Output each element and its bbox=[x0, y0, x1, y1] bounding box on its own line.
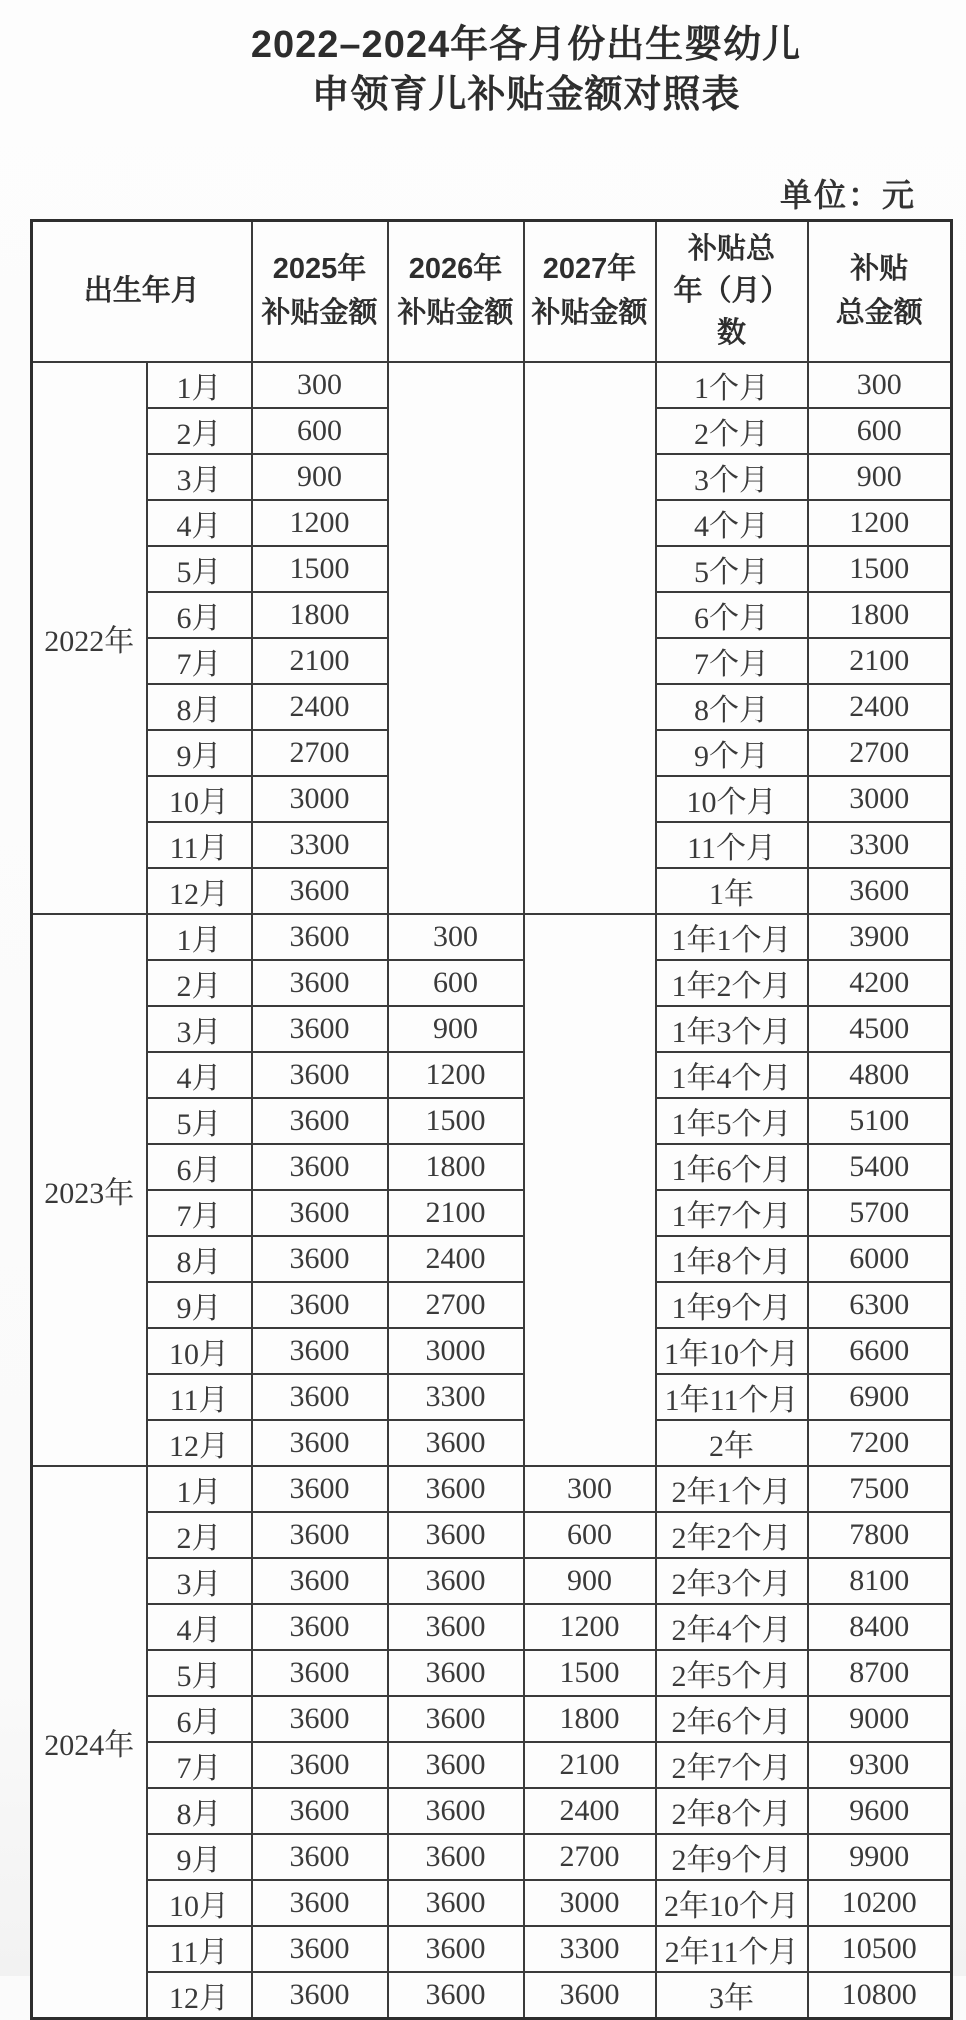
amount-2025-cell: 3600 bbox=[252, 1788, 388, 1834]
subsidy-duration-cell: 1年1个月 bbox=[656, 914, 808, 960]
birth-month-cell: 11月 bbox=[147, 1374, 252, 1420]
subsidy-duration-cell: 5个月 bbox=[656, 546, 808, 592]
amount-2025-cell: 3600 bbox=[252, 1374, 388, 1420]
birth-month-cell: 10月 bbox=[147, 776, 252, 822]
header-line: 2027年 bbox=[542, 253, 637, 286]
total-amount-cell: 7800 bbox=[808, 1512, 952, 1558]
table-row bbox=[32, 1742, 952, 1788]
amount-2027-cell: 300 bbox=[524, 1466, 656, 1512]
amount-2025-cell: 3600 bbox=[252, 1650, 388, 1696]
table-row bbox=[32, 1512, 952, 1558]
birth-year-cell: 2022年 bbox=[32, 362, 147, 914]
birth-month-cell: 2月 bbox=[147, 408, 252, 454]
header-line: 补贴金额 bbox=[261, 297, 378, 330]
total-amount-cell: 3300 bbox=[808, 822, 952, 868]
subsidy-duration-cell: 2年5个月 bbox=[656, 1650, 808, 1696]
subsidy-duration-cell: 1年9个月 bbox=[656, 1282, 808, 1328]
amount-2025-cell: 3600 bbox=[252, 1926, 388, 1972]
subsidy-duration-cell: 2年1个月 bbox=[656, 1466, 808, 1512]
total-amount-cell: 6600 bbox=[808, 1328, 952, 1374]
table-row bbox=[32, 1006, 952, 1052]
table-body bbox=[32, 362, 952, 2019]
total-amount-cell: 9900 bbox=[808, 1834, 952, 1880]
total-amount-cell: 10800 bbox=[808, 1972, 952, 2019]
subsidy-duration-cell: 1年10个月 bbox=[656, 1328, 808, 1374]
birth-month-cell: 7月 bbox=[147, 1190, 252, 1236]
amount-2025-cell: 3600 bbox=[252, 914, 388, 960]
table-row bbox=[32, 1420, 952, 1466]
amount-2026-cell: 3600 bbox=[388, 1788, 524, 1834]
subsidy-duration-cell: 2年6个月 bbox=[656, 1696, 808, 1742]
birth-month-cell: 6月 bbox=[147, 1144, 252, 1190]
amount-2026-cell: 3600 bbox=[388, 1512, 524, 1558]
amount-2027-cell: 1500 bbox=[524, 1650, 656, 1696]
subsidy-duration-cell: 1年3个月 bbox=[656, 1006, 808, 1052]
table-row bbox=[32, 1604, 952, 1650]
amount-2025-cell: 3600 bbox=[252, 1144, 388, 1190]
amount-2027-cell: 3000 bbox=[524, 1880, 656, 1926]
total-amount-cell: 2700 bbox=[808, 730, 952, 776]
header-line: 补贴总 bbox=[688, 233, 776, 266]
table-row bbox=[32, 960, 952, 1006]
table-row bbox=[32, 1834, 952, 1880]
amount-2025-cell: 300 bbox=[252, 362, 388, 408]
amount-2027-cell: 3600 bbox=[524, 1972, 656, 2019]
total-amount-cell: 10500 bbox=[808, 1926, 952, 1972]
birth-month-cell: 5月 bbox=[147, 546, 252, 592]
amount-2026-cell: 3600 bbox=[388, 1696, 524, 1742]
header-line: 补贴 bbox=[850, 253, 909, 286]
subsidy-duration-cell: 1年7个月 bbox=[656, 1190, 808, 1236]
birth-month-cell: 9月 bbox=[147, 1282, 252, 1328]
birth-month-cell: 3月 bbox=[147, 454, 252, 500]
amount-2026-cell: 1200 bbox=[388, 1052, 524, 1098]
amount-2025-cell: 3600 bbox=[252, 1052, 388, 1098]
header-line: 总金额 bbox=[835, 297, 923, 330]
birth-month-cell: 8月 bbox=[147, 1788, 252, 1834]
total-amount-cell: 6900 bbox=[808, 1374, 952, 1420]
amount-2026-cell: 1500 bbox=[388, 1098, 524, 1144]
birth-month-cell: 4月 bbox=[147, 1052, 252, 1098]
header-line: 补贴金额 bbox=[531, 297, 648, 330]
total-amount-cell: 3600 bbox=[808, 868, 952, 914]
amount-2027-cell: 2100 bbox=[524, 1742, 656, 1788]
amount-2027-cell: 1800 bbox=[524, 1696, 656, 1742]
table-row bbox=[32, 1972, 952, 2019]
subsidy-duration-cell: 2个月 bbox=[656, 408, 808, 454]
header-2026-subsidy bbox=[388, 221, 524, 362]
subsidy-duration-cell: 1年11个月 bbox=[656, 1374, 808, 1420]
total-amount-cell: 4800 bbox=[808, 1052, 952, 1098]
amount-2027-merged-empty-cell bbox=[524, 362, 656, 914]
table-header bbox=[32, 221, 952, 362]
birth-month-cell: 7月 bbox=[147, 638, 252, 684]
birth-year-cell: 2023年 bbox=[32, 914, 147, 1466]
birth-month-cell: 12月 bbox=[147, 1420, 252, 1466]
subsidy-duration-cell: 7个月 bbox=[656, 638, 808, 684]
amount-2025-cell: 3600 bbox=[252, 1282, 388, 1328]
unit-label: 单位：元 bbox=[779, 177, 916, 213]
amount-2025-cell: 3600 bbox=[252, 1558, 388, 1604]
amount-2027-cell: 3300 bbox=[524, 1926, 656, 1972]
total-amount-cell: 8400 bbox=[808, 1604, 952, 1650]
amount-2026-cell: 3600 bbox=[388, 1466, 524, 1512]
total-amount-cell: 9300 bbox=[808, 1742, 952, 1788]
header-line: 补贴金额 bbox=[397, 297, 514, 330]
birth-month-cell: 9月 bbox=[147, 1834, 252, 1880]
amount-2025-cell: 2400 bbox=[252, 684, 388, 730]
birth-month-cell: 1月 bbox=[147, 362, 252, 408]
table-row bbox=[32, 1098, 952, 1144]
table-row bbox=[32, 1466, 952, 1512]
amount-2025-cell: 2700 bbox=[252, 730, 388, 776]
birth-month-cell: 8月 bbox=[147, 684, 252, 730]
table-row bbox=[32, 1052, 952, 1098]
title-line-2: 申领育儿补贴金额对照表 bbox=[311, 74, 741, 116]
total-amount-cell: 8100 bbox=[808, 1558, 952, 1604]
subsidy-duration-cell: 3个月 bbox=[656, 454, 808, 500]
table-row bbox=[32, 362, 952, 408]
birth-month-cell: 5月 bbox=[147, 1650, 252, 1696]
table-row bbox=[32, 1236, 952, 1282]
amount-2025-cell: 3600 bbox=[252, 1742, 388, 1788]
total-amount-cell: 300 bbox=[808, 362, 952, 408]
birth-month-cell: 12月 bbox=[147, 868, 252, 914]
table-row bbox=[32, 1144, 952, 1190]
table-row bbox=[32, 1558, 952, 1604]
total-amount-cell: 2100 bbox=[808, 638, 952, 684]
total-amount-cell: 8700 bbox=[808, 1650, 952, 1696]
total-amount-cell: 9000 bbox=[808, 1696, 952, 1742]
subsidy-duration-cell: 2年10个月 bbox=[656, 1880, 808, 1926]
birth-month-cell: 6月 bbox=[147, 1696, 252, 1742]
amount-2026-cell: 3600 bbox=[388, 1880, 524, 1926]
table-row bbox=[32, 1650, 952, 1696]
birth-month-cell: 4月 bbox=[147, 1604, 252, 1650]
subsidy-duration-cell: 11个月 bbox=[656, 822, 808, 868]
total-amount-cell: 4500 bbox=[808, 1006, 952, 1052]
birth-month-cell: 9月 bbox=[147, 730, 252, 776]
amount-2025-cell: 3600 bbox=[252, 1834, 388, 1880]
amount-2025-cell: 3600 bbox=[252, 1604, 388, 1650]
subsidy-duration-cell: 3年 bbox=[656, 1972, 808, 2019]
amount-2025-cell: 3600 bbox=[252, 1972, 388, 2019]
header-total-duration bbox=[656, 221, 808, 362]
header-2027-subsidy bbox=[524, 221, 656, 362]
table-row bbox=[32, 1190, 952, 1236]
subsidy-duration-cell: 6个月 bbox=[656, 592, 808, 638]
amount-2025-cell: 3600 bbox=[252, 1466, 388, 1512]
header-total-amount bbox=[808, 221, 952, 362]
amount-2026-cell: 3600 bbox=[388, 1604, 524, 1650]
total-amount-cell: 9600 bbox=[808, 1788, 952, 1834]
header-2025-subsidy bbox=[252, 221, 388, 362]
amount-2025-cell: 3600 bbox=[252, 868, 388, 914]
amount-2025-cell: 3600 bbox=[252, 1420, 388, 1466]
amount-2026-cell: 3300 bbox=[388, 1374, 524, 1420]
birth-month-cell: 8月 bbox=[147, 1236, 252, 1282]
table-row bbox=[32, 1328, 952, 1374]
subsidy-duration-cell: 8个月 bbox=[656, 684, 808, 730]
subsidy-duration-cell: 1年2个月 bbox=[656, 960, 808, 1006]
amount-2025-cell: 2100 bbox=[252, 638, 388, 684]
total-amount-cell: 1500 bbox=[808, 546, 952, 592]
amount-2025-cell: 3600 bbox=[252, 1328, 388, 1374]
amount-2027-cell: 2700 bbox=[524, 1834, 656, 1880]
table-row bbox=[32, 1880, 952, 1926]
birth-month-cell: 3月 bbox=[147, 1558, 252, 1604]
subsidy-duration-cell: 2年4个月 bbox=[656, 1604, 808, 1650]
amount-2026-cell: 3600 bbox=[388, 1834, 524, 1880]
amount-2027-cell: 600 bbox=[524, 1512, 656, 1558]
total-amount-cell: 6300 bbox=[808, 1282, 952, 1328]
subsidy-duration-cell: 1年6个月 bbox=[656, 1144, 808, 1190]
amount-2026-cell: 3600 bbox=[388, 1558, 524, 1604]
subsidy-duration-cell: 1年 bbox=[656, 868, 808, 914]
amount-2026-cell: 3600 bbox=[388, 1650, 524, 1696]
birth-month-cell: 10月 bbox=[147, 1880, 252, 1926]
subsidy-duration-cell: 2年 bbox=[656, 1420, 808, 1466]
amount-2026-cell: 3600 bbox=[388, 1420, 524, 1466]
amount-2025-cell: 3600 bbox=[252, 1880, 388, 1926]
birth-month-cell: 7月 bbox=[147, 1742, 252, 1788]
birth-month-cell: 11月 bbox=[147, 1926, 252, 1972]
amount-2025-cell: 3600 bbox=[252, 1098, 388, 1144]
subsidy-duration-cell: 1年8个月 bbox=[656, 1236, 808, 1282]
header-line: 2026年 bbox=[408, 253, 503, 286]
amount-2027-cell: 1200 bbox=[524, 1604, 656, 1650]
header-row bbox=[32, 221, 952, 362]
amount-2027-cell: 900 bbox=[524, 1558, 656, 1604]
subsidy-duration-cell: 2年9个月 bbox=[656, 1834, 808, 1880]
total-amount-cell: 6000 bbox=[808, 1236, 952, 1282]
birth-month-cell: 5月 bbox=[147, 1098, 252, 1144]
total-amount-cell: 7500 bbox=[808, 1466, 952, 1512]
total-amount-cell: 5700 bbox=[808, 1190, 952, 1236]
document-title bbox=[0, 20, 966, 120]
subsidy-duration-cell: 1个月 bbox=[656, 362, 808, 408]
subsidy-duration-cell: 1年4个月 bbox=[656, 1052, 808, 1098]
birth-month-cell: 2月 bbox=[147, 960, 252, 1006]
amount-2025-cell: 3600 bbox=[252, 1236, 388, 1282]
total-amount-cell: 5100 bbox=[808, 1098, 952, 1144]
birth-month-cell: 4月 bbox=[147, 500, 252, 546]
amount-2025-cell: 1200 bbox=[252, 500, 388, 546]
amount-2025-cell: 1800 bbox=[252, 592, 388, 638]
amount-2026-cell: 1800 bbox=[388, 1144, 524, 1190]
birth-month-cell: 12月 bbox=[147, 1972, 252, 2019]
amount-2026-merged-empty-cell bbox=[388, 362, 524, 914]
birth-month-cell: 3月 bbox=[147, 1006, 252, 1052]
amount-2027-cell: 2400 bbox=[524, 1788, 656, 1834]
subsidy-duration-cell: 2年11个月 bbox=[656, 1926, 808, 1972]
birth-year-cell: 2024年 bbox=[32, 1466, 147, 2019]
total-amount-cell: 7200 bbox=[808, 1420, 952, 1466]
amount-2025-cell: 3600 bbox=[252, 1190, 388, 1236]
amount-2026-cell: 2700 bbox=[388, 1282, 524, 1328]
header-line: 出生年月 bbox=[83, 275, 200, 308]
table-row bbox=[32, 1788, 952, 1834]
header-line: 2025年 bbox=[272, 253, 367, 286]
subsidy-duration-cell: 2年3个月 bbox=[656, 1558, 808, 1604]
total-amount-cell: 4200 bbox=[808, 960, 952, 1006]
total-amount-cell: 1200 bbox=[808, 500, 952, 546]
amount-2026-cell: 900 bbox=[388, 1006, 524, 1052]
birth-month-cell: 2月 bbox=[147, 1512, 252, 1558]
amount-2026-cell: 3600 bbox=[388, 1972, 524, 2019]
total-amount-cell: 10200 bbox=[808, 1880, 952, 1926]
amount-2026-cell: 3000 bbox=[388, 1328, 524, 1374]
amount-2025-cell: 3300 bbox=[252, 822, 388, 868]
total-amount-cell: 900 bbox=[808, 454, 952, 500]
title-line-1: 2022–2024年各月份出生婴幼儿 bbox=[250, 24, 802, 66]
total-amount-cell: 3000 bbox=[808, 776, 952, 822]
table-row bbox=[32, 1926, 952, 1972]
total-amount-cell: 3900 bbox=[808, 914, 952, 960]
header-birth-date bbox=[32, 221, 252, 362]
birth-month-cell: 11月 bbox=[147, 822, 252, 868]
table-row bbox=[32, 914, 952, 960]
subsidy-duration-cell: 1年5个月 bbox=[656, 1098, 808, 1144]
subsidy-duration-cell: 2年8个月 bbox=[656, 1788, 808, 1834]
subsidy-table bbox=[30, 219, 953, 2020]
amount-2025-cell: 900 bbox=[252, 454, 388, 500]
total-amount-cell: 5400 bbox=[808, 1144, 952, 1190]
birth-month-cell: 10月 bbox=[147, 1328, 252, 1374]
subsidy-duration-cell: 10个月 bbox=[656, 776, 808, 822]
amount-2025-cell: 1500 bbox=[252, 546, 388, 592]
subsidy-duration-cell: 9个月 bbox=[656, 730, 808, 776]
birth-month-cell: 1月 bbox=[147, 914, 252, 960]
amount-2026-cell: 2100 bbox=[388, 1190, 524, 1236]
birth-month-cell: 6月 bbox=[147, 592, 252, 638]
amount-2027-merged-empty-cell bbox=[524, 914, 656, 1466]
amount-2025-cell: 3600 bbox=[252, 1512, 388, 1558]
amount-2026-cell: 300 bbox=[388, 914, 524, 960]
subsidy-duration-cell: 2年7个月 bbox=[656, 1742, 808, 1788]
header-line: 数 bbox=[717, 317, 747, 350]
total-amount-cell: 600 bbox=[808, 408, 952, 454]
amount-2026-cell: 3600 bbox=[388, 1742, 524, 1788]
table-row bbox=[32, 1374, 952, 1420]
table-row bbox=[32, 1282, 952, 1328]
amount-2025-cell: 3600 bbox=[252, 960, 388, 1006]
subsidy-duration-cell: 4个月 bbox=[656, 500, 808, 546]
birth-month-cell: 1月 bbox=[147, 1466, 252, 1512]
amount-2025-cell: 600 bbox=[252, 408, 388, 454]
amount-2025-cell: 3600 bbox=[252, 1696, 388, 1742]
subsidy-duration-cell: 2年2个月 bbox=[656, 1512, 808, 1558]
amount-2026-cell: 2400 bbox=[388, 1236, 524, 1282]
amount-2025-cell: 3000 bbox=[252, 776, 388, 822]
total-amount-cell: 2400 bbox=[808, 684, 952, 730]
amount-2026-cell: 3600 bbox=[388, 1926, 524, 1972]
table-row bbox=[32, 1696, 952, 1742]
amount-2025-cell: 3600 bbox=[252, 1006, 388, 1052]
header-line: 年（月） bbox=[673, 275, 790, 308]
amount-2026-cell: 600 bbox=[388, 960, 524, 1006]
total-amount-cell: 1800 bbox=[808, 592, 952, 638]
